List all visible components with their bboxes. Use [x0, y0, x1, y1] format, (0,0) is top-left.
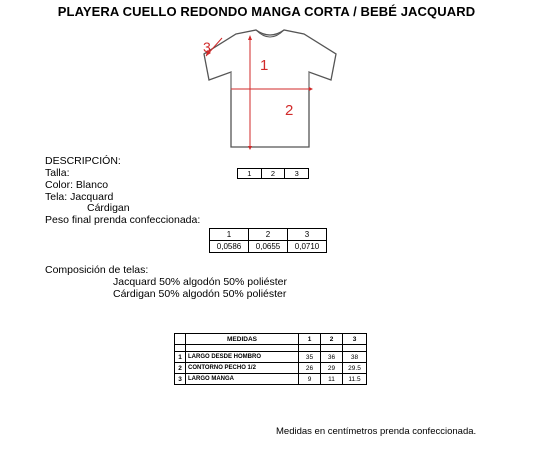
measures-header: MEDIDAS — [186, 334, 299, 345]
row-label: LARGO DESDE HOMBRO — [186, 352, 299, 363]
measures-spacer-row — [175, 345, 367, 352]
weight-header: 3 — [288, 229, 327, 241]
row-value: 29 — [321, 363, 343, 374]
color-line: Color: Blanco — [45, 179, 109, 191]
row-value: 11 — [321, 374, 343, 385]
weight-table — [209, 228, 327, 253]
tela-line: Tela: Jacquard — [45, 191, 114, 203]
composition-line: Jacquard 50% algodón 50% poliéster — [113, 276, 287, 288]
table-row — [175, 363, 367, 374]
measures-size-header: 2 — [321, 334, 343, 345]
tshirt-diagram — [198, 28, 343, 150]
composition-heading: Composición de telas: — [45, 264, 149, 276]
description-heading: DESCRIPCIÓN: — [45, 155, 121, 167]
weight-value: 0,0586 — [210, 241, 249, 253]
weight-value: 0,0710 — [288, 241, 327, 253]
tshirt-collar — [256, 30, 284, 37]
row-value: 11.5 — [343, 374, 367, 385]
marker-1: 1 — [260, 57, 269, 74]
row-label: CONTORNO PECHO 1/2 — [186, 363, 299, 374]
marker-3: 3 — [203, 39, 211, 55]
peso-label: Peso final prenda confeccionada: — [45, 214, 201, 226]
row-index: 3 — [175, 374, 186, 385]
size-cell: 2 — [261, 169, 285, 179]
length-arrow-bottom — [248, 146, 252, 150]
row-index: 2 — [175, 363, 186, 374]
length-arrow-top — [248, 35, 252, 40]
measures-table — [174, 333, 367, 385]
weight-header: 2 — [249, 229, 288, 241]
size-table — [237, 168, 309, 179]
tela-line-2: Cárdigan — [87, 202, 130, 214]
row-value: 26 — [299, 363, 321, 374]
row-value: 38 — [343, 352, 367, 363]
size-cell: 3 — [285, 169, 309, 179]
footnote: Medidas en centímetros prenda confeccionada. — [276, 426, 477, 437]
row-value: 29.5 — [343, 363, 367, 374]
size-cell: 1 — [238, 169, 262, 179]
row-value: 9 — [299, 374, 321, 385]
page-title: PLAYERA CUELLO REDONDO MANGA CORTA / BEBÉ JACQUARD — [57, 4, 476, 19]
chest-arrow-right — [309, 87, 313, 91]
marker-2: 2 — [285, 102, 294, 119]
row-value: 36 — [321, 352, 343, 363]
table-row — [175, 352, 367, 363]
weight-header: 1 — [210, 229, 249, 241]
measures-size-header: 1 — [299, 334, 321, 345]
composition-line: Cárdigan 50% algodón 50% poliéster — [113, 288, 287, 300]
talla-label: Talla: — [45, 167, 70, 179]
row-label: LARGO MANGA — [186, 374, 299, 385]
measures-header-row — [175, 334, 367, 345]
row-value: 35 — [299, 352, 321, 363]
weight-value: 0,0655 — [249, 241, 288, 253]
row-index: 1 — [175, 352, 186, 363]
table-row — [175, 374, 367, 385]
measures-index-header — [175, 334, 186, 345]
measures-size-header: 3 — [343, 334, 367, 345]
